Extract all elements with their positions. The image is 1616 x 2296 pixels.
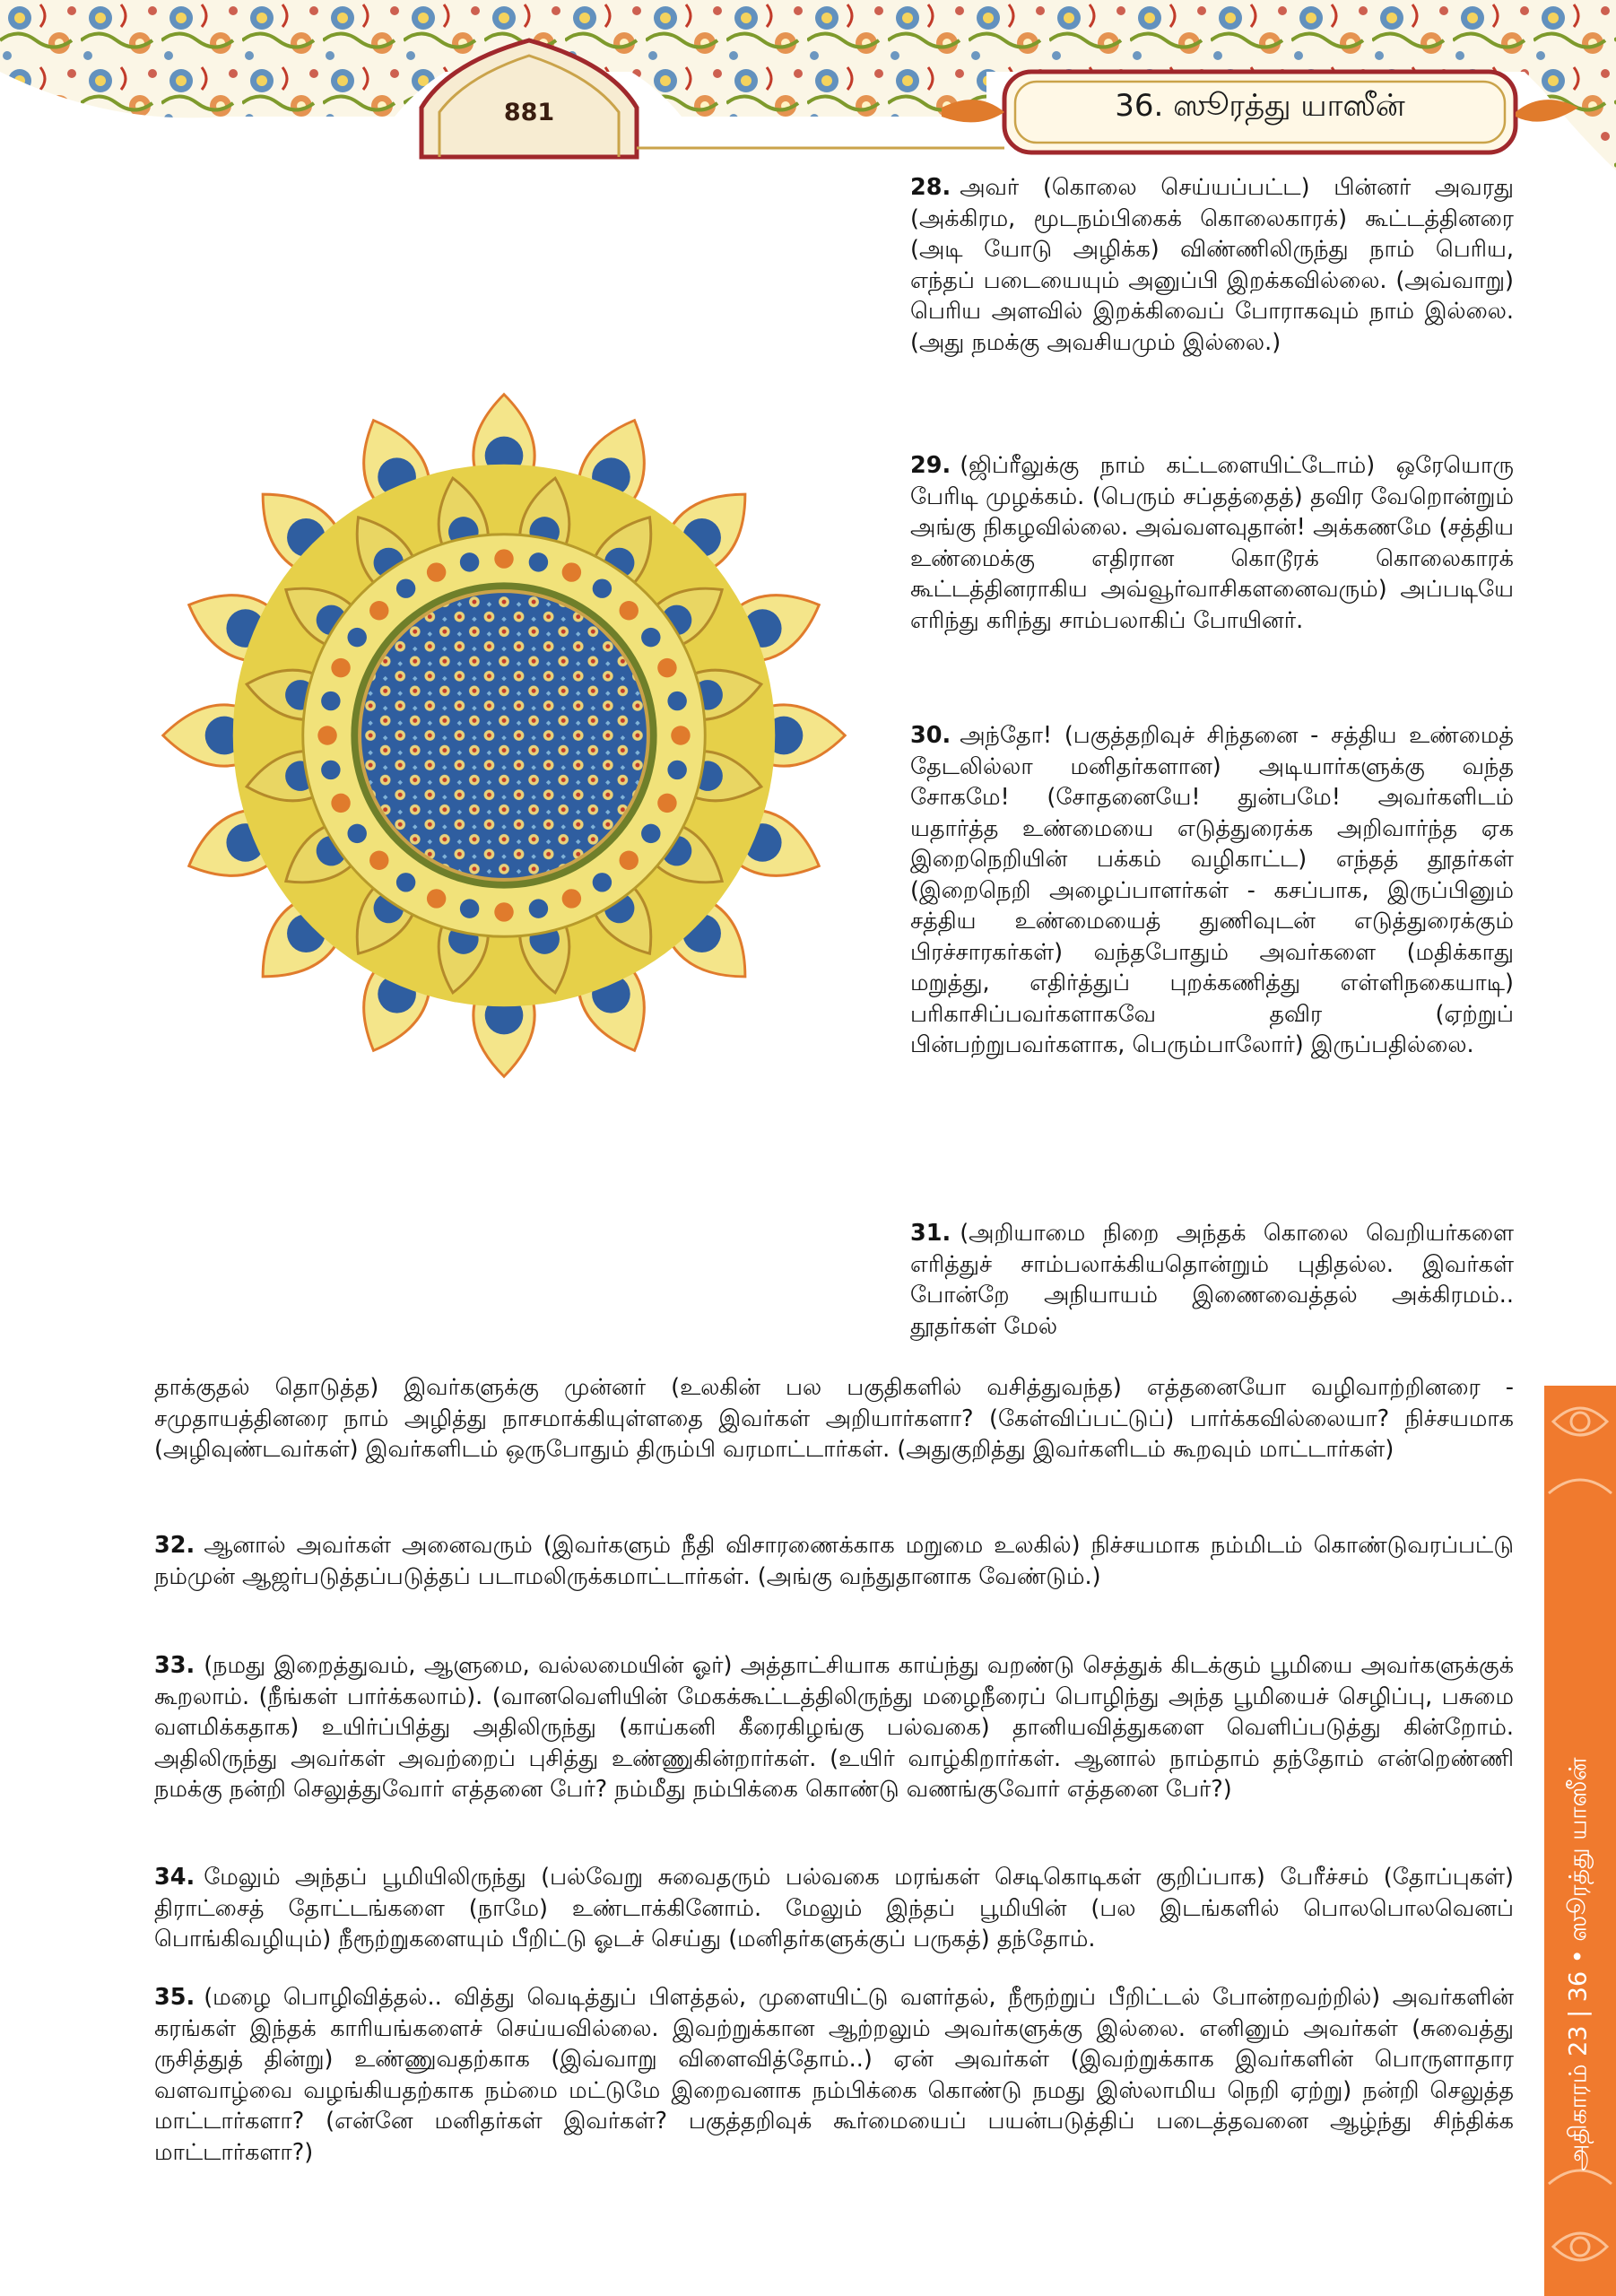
verse-text: மேலும் அந்தப் பூமியிலிருந்து (பல்வேறு சுவைதரும் பல்வகை மரங்கள் செடிகொடிகள் குறிப்பாக) பேரீச்சம் (தோப்புகள்) திராட்சைத் தோட்டங்களை (நாமே) உண்டாக்கினோம். மேலும் இந்தப் பூமியின் (பல இடங்களில் பொலபொலவெனப் பொங்கிவழியும்) நீரூற்றுகளையும் பீறிட்டு ஓடச் செய்து (மனிதர்களுக்குப் பருகத்) தந்தோம். [154,1864,1514,1952]
ring-dot [396,873,415,891]
verse-33 [154,1650,1514,1805]
ring-dot [641,628,660,647]
ring-dot [657,658,676,677]
surah-title: 36. ஸூரத்து யாஸீன் [1115,88,1405,124]
ring-dot [593,873,612,891]
ring-dot [620,601,639,620]
verse-34 [154,1862,1514,1955]
verse-text: ஆனால் அவர்கள் அனைவரும் (இவர்களும் நீதி விசாரணைக்காக மறுமை உலகில்) நிச்சயமாக நம்மிடம் கொண்டுவரப்பட்டு நம்முன் ஆஜர்படுத்தப்படுத்தப் படாமலிருக்கமாட்டார்கள். (அங்கு வந்துதானாக வேண்டும்.) [154,1532,1514,1590]
ring-dot [427,889,446,908]
ring-dot [369,601,388,620]
ring-dot [562,889,581,908]
verse-number: 34. [154,1864,195,1891]
ring-dot [317,726,336,744]
ring-dot [369,851,388,870]
verse-number: 32. [154,1532,195,1559]
verse-text: (ஜிப்ரீலுக்கு நாம் கட்டளையிட்டோம்) ஒரேயொரு பேரிடி முழக்கம். (பெரும் சப்தத்தைத்) தவிர வேறொன்றும் அங்கு நிகழவில்லை. அவ்வளவுதான்! அக்கணமே (சத்திய உண்மைக்கு எதிரான கொடூரக் கொலைகாரக் கூட்டத்தினராகிய அவ்வூர்வாசிகளனைவரும்) அப்படியே எரிந்து கரிந்து சாம்பலாகிப் போயினர். [910,452,1514,634]
verse-number: 31. [910,1220,951,1247]
mandala-ornament-image [154,386,854,1085]
ring-dot [331,658,350,677]
ring-dot [529,552,548,571]
verse-number: 29. [910,452,951,479]
verse-number: 30. [910,722,951,749]
verse-number: 28. [910,174,951,201]
ring-dot [347,628,366,647]
verse-28 [910,172,1514,358]
decorative-header-banner [0,0,1616,170]
ring-dot [593,578,612,597]
ring-dot [671,726,690,744]
verse-31-part2 [154,1372,1514,1465]
side-chapter-label-text: அதிகாரம் 23 | 36 • ஸூரத்து யாஸீன் [1564,1757,1593,2171]
ring-dot [460,899,479,918]
verse-text: (மழை பொழிவித்தல்.. வித்து வெடித்துப் பிளத்தல், முளையிட்டு வளர்தல், நீரூற்றுப் பீறிட்டல் போன்றவற்றில்) அவர்களின் கரங்கள் இந்தக் காரியங்களைச் செய்யவில்லை. இவற்றுக்கான ஆற்றலும் அவர்களுக்கு இல்லை. எனினும் அவர்கள் (சுவைத்து ருசித்துத் தின்று) உண்ணுவதற்காக (இவ்வாறு விளைவித்தோம்..) ஏன் அவர்கள் (இவற்றுக்காக இவர்களின் பொருளாதார வளவாழ்வை வழங்கியதற்காக நம்மை மட்டுமே இறைவனாக நம்பிக்கை கொண்டு நமது இஸ்லாமிய நெறி ஏற்று) நன்றி செலுத்த மாட்டார்களா? (என்னே மனிதர்கள் இவர்கள்? பகுத்தறிவுக் கூர்மையைப் பயன்படுத்திப் படைத்தவனை ஆழ்ந்து சிந்திக்க மாட்டார்களா?) [154,1984,1514,2166]
page-number: 881 [503,99,555,126]
verse-29 [910,450,1514,636]
verse-35 [154,1982,1514,2168]
ring-dot [641,824,660,843]
ring-dot [667,761,686,779]
verse-text: (நமது இறைத்துவம், ஆளுமை, வல்லமையின் ஓர்) அத்தாட்சியாக காய்ந்து வறண்டு செத்துக் கிடக்கும் பூமியை அவர்களுக்குக் கூறலாம். (நீங்கள் பார்க்கலாம்). (வானவெளியின் மேகக்கூட்டத்திலிருந்து மழைநீரைப் பொழிந்து அந்த பூமியைச் செழிப்பு, பசுமை வளமிக்கதாக) உயிர்ப்பித்து அதிலிருந்து (காய்கனி கீரைகிழங்கு பல்வகை) தானியவித்துகளை வெளிப்படுத்து கின்றோம். அதிலிருந்து அவர்கள் அவற்றைப் புசித்து உண்ணுகின்றார்கள். (உயிர் வாழ்கிறார்கள். ஆனால் நாம்தாம் தந்தோம் என்றெண்ணி நமக்கு நன்றி செலுத்துவோர் எத்தனை பேர்? நம்மீது நம்பிக்கை கொண்டு வணங்குவோர் எத்தனை பேர்?) [154,1652,1514,1803]
ring-dot [396,578,415,597]
verse-30 [910,720,1514,1061]
ring-dot [494,902,513,921]
ring-dot [321,761,340,779]
verse-text: அந்தோ! (பகுத்தறிவுச் சிந்தனை - சத்திய உண்மைத் தேடலில்லா மனிதர்களான) அடியார்களுக்கு வந்த சோகமே! (சோதனையே! துன்பமே! அவர்களிடம் யதார்த்த உண்மையை எடுத்துரைக்க அறிவார்ந்த ஏக இறைநெறியின் பக்கம் வழிகாட்ட) எந்தத் தூதர்கள் (இறைநெறி அழைப்பாளர்கள் - கசப்பாக, இருப்பினும் சத்திய உண்மையைத் துணிவுடன் எடுத்துரைக்கும் பிரச்சாரகர்கள்) வந்தபோதும் அவர்களை (மதிக்காது மறுத்து, எதிர்த்துப் புறக்கணித்து எள்ளிநகையாடி) பரிகாசிப்பவர்களாகவே தவிர (ஏற்றுப் பின்பற்றுபவர்களாக, பெரும்பாலோர்) இருப்பதில்லை. [910,722,1514,1058]
verse-number: 35. [154,1984,195,2011]
verse-text: (அறியாமை நிறை அந்தக் கொலை வெறியர்களை எரித்துச் சாம்பலாக்கியதொன்றும் புதிதல்ல. இவர்கள் போன்றே அநியாயம் இணைவைத்தல் அக்கிரமம்.. தூதர்கள் மேல் [910,1220,1514,1340]
verse-text: அவர் (கொலை செய்யப்பட்ட) பின்னர் அவரது (அக்கிரம, மூடநம்பிகைக் கொலைகாரக்) கூட்டத்தினரை (அடி யோடு அழிக்க) விண்ணிலிருந்து நாம் பெரிய, எந்தப் படையையும் அனுப்பி இறக்கவில்லை. (அவ்வாறு) பெரிய அளவில் இறக்கிவைப் போராகவும் நாம் இல்லை. (அது நமக்கு அவசியமும் இல்லை.) [910,174,1514,356]
verse-text: தாக்குதல் தொடுத்த) இவர்களுக்கு முன்னர் (உலகின் பல பகுதிகளில் வசித்துவந்த) எத்தனையோ வழிவாற்றினரை - சமுதாயத்தினரை நாம் அழித்து நாசமாக்கியுள்ளதை இவர்கள் அறியார்களா? (கேள்விப்பட்டுப்) பார்க்கவில்லையா? நிச்சயமாக (அழிவுண்டவர்கள்) இவர்களிடம் ஒருபோதும் திரும்பி வரமாட்டார்கள். (அதுகுறித்து இவர்களிடம் கூறவும் மாட்டார்கள்) [154,1374,1514,1463]
verse-31-part1 [910,1218,1514,1342]
ring-dot [347,824,366,843]
ring-dot [331,794,350,813]
ring-dot [529,899,548,918]
ring-dot [460,552,479,571]
verse-number: 33. [154,1652,195,1679]
ring-dot [427,562,446,581]
ring-dot [657,794,676,813]
ring-dot [667,691,686,710]
ring-dot [620,851,639,870]
ring-dot [321,691,340,710]
verse-32 [154,1530,1514,1592]
ring-dot [494,549,513,568]
ring-dot [562,562,581,581]
